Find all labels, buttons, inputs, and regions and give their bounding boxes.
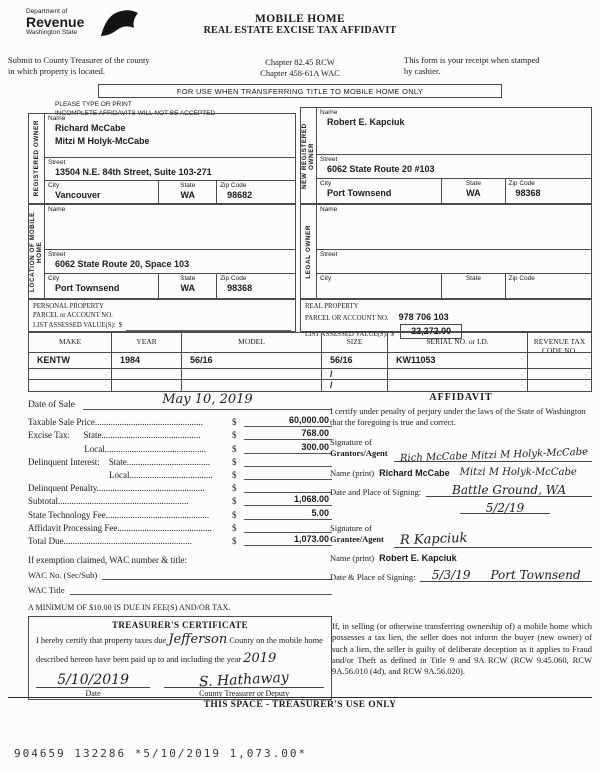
model-value: 56/16 — [181, 353, 321, 368]
fee-row — [28, 427, 332, 440]
table-header-row — [29, 333, 591, 353]
wac-title-label: WAC Title — [28, 584, 65, 595]
name-label: Name — [320, 206, 338, 213]
dollar-sign: $ — [118, 322, 123, 330]
city-label: City — [48, 275, 60, 282]
make-value: KENTW — [37, 355, 70, 365]
cert-text-3: including the year — [180, 654, 242, 664]
real-property-section — [300, 299, 592, 339]
fee-amount: 60,000.00 — [244, 415, 332, 427]
type-or-print-line2: INCOMPLETE AFFIDAVITS WILL NOT BE ACCEPTED — [55, 109, 216, 117]
revenue-tax-code-value — [527, 380, 591, 391]
signature-of-label: Signature of — [330, 437, 372, 448]
dollar-sign: $ — [232, 509, 237, 520]
year-value — [111, 369, 181, 379]
name-label: Name — [48, 115, 66, 122]
personal-property-label-1: PERSONAL PROPERTY — [33, 303, 104, 310]
new-registered-owner-fields — [317, 108, 591, 203]
dor-logo-mark-icon — [98, 8, 140, 40]
chapter-rcw: Chapter 82.45 RCW — [265, 57, 335, 67]
mobile-home-location-city-state-zip — [45, 274, 295, 298]
date-of-sale-label: Date of Sale — [28, 400, 75, 410]
city-cell — [317, 274, 441, 298]
registered-owner-street-value: 13504 N.E. 84th Street, Suite 103-271 — [55, 167, 212, 177]
fee-amount: 300.00 — [244, 442, 332, 454]
fee-row — [28, 480, 332, 493]
revenue-tax-code-value — [527, 369, 591, 379]
sale-and-tax-section — [28, 392, 332, 612]
mobile-home-location-street-field — [45, 250, 295, 274]
size-slash: / — [321, 369, 387, 379]
revenue-tax-code-header: REVENUE TAX CODE NO. — [527, 333, 591, 352]
serial-value: KW11053 — [387, 353, 527, 368]
mobile-home-location-state: WA — [180, 283, 195, 293]
registered-owner-name-2: Mitzi M Holyk-McCabe — [55, 136, 150, 146]
fee-label: Subtotal.......................................................... — [28, 496, 189, 507]
form-title-line2: REAL ESTATE EXCISE TAX AFFIDAVIT — [203, 25, 397, 36]
registered-owner-state: WA — [180, 190, 195, 200]
model-header: MODEL — [181, 333, 321, 352]
new-registered-owner-name: Robert E. Kapciuk — [327, 117, 405, 127]
registered-owner-city-state-zip — [45, 181, 295, 203]
fee-label: Affidavit Processing Fee.......................................... — [28, 522, 212, 533]
new-registered-owner-section — [300, 107, 592, 204]
zip-label: Zip Code — [508, 180, 535, 187]
city-cell — [45, 274, 158, 298]
receipt-note-line1: This form is your receipt when stamped — [404, 55, 540, 65]
personal-property-label-2: PARCEL or ACCOUNT NO. — [33, 312, 113, 320]
tax-lien-notice: If, in selling (or otherwise transferring ownership of) a mobile home which possesses a tax lien, the seller does not inform the buyer (new owner) of such a lien, the seller is guilty of deliberate deception as it applies to Fraud and/or Theft as defined in Title 9 and 9A RCW (RCW 9.45.060, RCW 9A.56.010 (4d), and RCW 9A.56.020). — [332, 621, 592, 677]
registered-owner-section — [28, 113, 296, 204]
form-title-line1: MOBILE HOME — [255, 13, 345, 25]
mobile-home-location-street-value: 6062 State Route 20, Space 103 — [55, 259, 190, 269]
name-print-label: Name (print) — [330, 468, 375, 479]
year-handwriting: 2019 — [243, 650, 277, 666]
date-place-signing-label: Date and Place of Signing: — [330, 487, 422, 498]
new-registered-owner-state: WA — [466, 188, 481, 198]
dollar-sign: $ — [232, 443, 237, 454]
wac-title-row — [28, 585, 332, 595]
new-registered-owner-name-field — [317, 108, 591, 155]
submit-note-line1: Submit to County Treasurer of the county — [8, 55, 150, 65]
state-label: State — [180, 275, 196, 282]
mobile-home-location-side-label: LOCATION OF MOBILE HOME — [29, 211, 44, 292]
grantee-signature-row — [330, 523, 592, 548]
personal-property-section — [28, 299, 296, 332]
name-label: Name — [48, 206, 66, 213]
dor-logo-state-text: Washington State — [26, 29, 78, 36]
personal-property-assessed-row — [33, 321, 291, 330]
real-property-label-2: PARCEL OR ACCOUNT NO. — [305, 315, 389, 323]
fee-row — [28, 467, 332, 480]
affidavit-statement: I certify under penalty of perjury under the laws of the State of Washington that the foregoing is true and correct. — [330, 406, 586, 428]
street-label: Street — [320, 156, 338, 163]
cert-text-1: I hereby certify that property taxes due — [36, 636, 167, 645]
grantee-signing-place: Port Townsend — [490, 568, 581, 583]
dollar-sign: $ — [232, 456, 237, 467]
date-of-sale-line — [83, 393, 332, 410]
date-of-sale-value: May 10, 2019 — [162, 392, 253, 407]
fee-label: Delinquent Interest: State..................................... — [28, 456, 210, 467]
year-header: YEAR — [111, 333, 181, 352]
grantee-signing-row — [330, 568, 592, 582]
treasurer-certificate-text — [36, 631, 324, 669]
dor-logo-revenue-text: Revenue — [26, 14, 85, 30]
dollar-sign: $ — [232, 535, 237, 546]
grantor-signing-date: 5/2/19 — [485, 501, 525, 516]
name-label: Name — [320, 109, 338, 116]
dollar-sign: $ — [390, 331, 395, 339]
wac-number-label: WAC No. (Sec/Sub) — [28, 569, 98, 580]
new-registered-owner-side-label: NEW REGISTERED OWNER — [301, 122, 316, 189]
mobile-home-location-section — [28, 204, 296, 299]
zip-cell — [216, 274, 295, 298]
make-value — [29, 380, 111, 391]
wac-title-blank-line — [70, 585, 332, 595]
fee-label: Excise Tax: State............................................ — [28, 430, 201, 441]
dollar-sign: $ — [232, 430, 237, 441]
zip-cell — [505, 179, 591, 203]
date-of-sale-row — [28, 392, 332, 410]
grantor-signing-row — [330, 483, 592, 497]
state-label: State — [465, 275, 482, 282]
wac-number-blank-line — [102, 570, 332, 580]
dor-logo — [26, 8, 156, 50]
affidavit-title: AFFIDAVIT — [429, 392, 493, 403]
mobile-home-location-city: Port Townsend — [55, 283, 120, 293]
mobile-home-location-zip: 98368 — [227, 283, 253, 293]
real-property-parcel-number: 978 706 103 — [398, 312, 449, 323]
grantee-signature-line — [394, 523, 592, 548]
grantor-name-print-row — [330, 467, 592, 478]
make-header: MAKE — [58, 337, 82, 346]
type-or-print-line1: PLEASE TYPE OR PRINT — [55, 101, 132, 108]
registered-owner-name-field — [45, 114, 295, 158]
grantee-signing-line — [420, 568, 592, 582]
fee-amount — [244, 455, 332, 467]
state-label: State — [180, 182, 196, 189]
grantor-signing-line — [426, 483, 592, 497]
serial-header: SERIAL NO. or I.D. — [387, 333, 527, 352]
grantee-agent-label: Grantee/Agent — [330, 533, 384, 544]
legal-owner-city-state-zip — [317, 274, 591, 298]
signature-of-label: Signature of — [330, 523, 372, 534]
street-label: Street — [48, 251, 66, 258]
fee-row — [28, 506, 332, 519]
grantor-name-handwriting: Mitzi M Holyk-McCabe — [459, 467, 577, 479]
assessed-value-label: LIST ASSESSED VALUE(S): — [305, 331, 388, 339]
cashier-receipt-stamp: 904659 132286 *5/10/2019 1,073.00* — [14, 747, 308, 760]
city-label: City — [320, 275, 332, 282]
state-cell — [158, 274, 216, 298]
assessed-value-label: LIST ASSESSED VALUE(S): — [33, 322, 116, 330]
new-registered-owner-side-strip — [301, 108, 317, 203]
mobile-home-location-side-strip — [29, 205, 45, 298]
submit-note-line2: in which property is located. — [8, 65, 106, 76]
receipt-note-line2: by cashier. — [404, 65, 441, 76]
serial-value — [387, 380, 527, 391]
fee-amount — [244, 521, 332, 533]
registered-owner-street-field — [45, 158, 295, 181]
fee-row — [28, 414, 332, 427]
legal-owner-section — [300, 204, 592, 299]
city-cell — [317, 179, 441, 203]
treasurer-signature-line — [164, 669, 324, 691]
grantor-name-printed: Richard McCabe — [379, 468, 450, 479]
mobile-home-location-fields — [45, 205, 295, 298]
new-registered-owner-city: Port Townsend — [327, 188, 392, 198]
dollar-sign: $ — [232, 417, 237, 428]
mobile-home-location-name-field — [45, 205, 295, 250]
state-cell — [441, 274, 504, 298]
model-value — [181, 369, 321, 379]
fee-amount — [244, 468, 332, 480]
grantee-signing-date: 5/3/19 — [431, 568, 471, 583]
cert-text-2: County on the mobile home described hereon have been paid up to and — [36, 636, 323, 664]
real-property-assessed-value: 22,272.00 — [400, 324, 462, 339]
year-value — [111, 380, 181, 391]
year-value: 1984 — [111, 353, 181, 368]
legal-owner-name-field — [317, 205, 591, 250]
minimum-fee-note: A MINIMUM OF $10.00 IS DUE IN FEE(S) AND/OR TAX. — [28, 602, 231, 612]
registered-owner-side-strip — [29, 114, 45, 203]
receipt-note — [404, 55, 594, 76]
zip-label: Zip Code — [220, 275, 247, 282]
fee-amount: 1,068.00 — [244, 494, 332, 506]
fee-row — [28, 520, 332, 533]
real-property-label-1: REAL PROPERTY — [305, 303, 359, 310]
mobile-home-description-table — [28, 332, 592, 392]
treasurer-sign-row — [36, 671, 324, 698]
assessed-value-blank-line — [126, 322, 291, 331]
table-row — [29, 369, 591, 380]
exemption-intro: If exemption claimed, WAC number & title: — [28, 554, 188, 565]
fee-row — [28, 493, 332, 506]
new-registered-owner-street-value: 6062 State Route 20 #103 — [327, 164, 435, 174]
county-treasurer-label: County Treasurer or Deputy — [199, 688, 290, 698]
size-slash: / — [321, 380, 387, 391]
registered-owner-city: Vancouver — [55, 190, 101, 200]
serial-value — [387, 369, 527, 379]
table-row — [29, 353, 591, 369]
legal-owner-side-label: LEGAL OWNER — [304, 224, 312, 279]
treasurer-signature-handwriting: S. Hathaway — [198, 669, 290, 691]
grantors-agent-label: Grantors/Agent — [330, 447, 388, 458]
treasurer-use-only-bar: THIS SPACE - TREASURER'S USE ONLY — [8, 697, 592, 710]
grantor-signature-row — [330, 437, 592, 465]
city-label: City — [320, 180, 332, 187]
grantor-signing-date-line — [460, 499, 550, 514]
form-title-block — [150, 13, 450, 36]
fee-amount: 1,073.00 — [244, 534, 332, 546]
treasurer-date-handwriting: 5/10/2019 — [57, 671, 129, 688]
grantor-signing-place: Battle Ground, WA — [452, 483, 567, 498]
registered-owner-zip: 98682 — [227, 190, 253, 200]
state-cell — [158, 181, 216, 203]
size-value: 56/16 — [321, 353, 387, 368]
table-row — [29, 380, 591, 391]
date-place-signing-label: Date & Place of Signing: — [330, 572, 416, 583]
chapter-references — [232, 57, 368, 78]
grantor-signature-handwriting: Rich McCabe Mitzi M Holyk-McCabe — [399, 446, 589, 465]
fee-row — [28, 454, 332, 467]
zip-label: Zip Code — [508, 275, 535, 282]
street-label: Street — [320, 251, 338, 258]
dollar-sign: $ — [232, 469, 237, 480]
county-handwriting: Jefferson — [168, 632, 228, 647]
zip-cell — [505, 274, 591, 298]
city-label: City — [48, 182, 60, 189]
transfer-title-banner: FOR USE WHEN TRANSFERRING TITLE TO MOBILE HOME ONLY — [98, 84, 502, 98]
fee-label: Local..................................... — [28, 469, 213, 480]
fee-amount: 5.00 — [244, 508, 332, 520]
fee-row — [28, 533, 332, 546]
new-registered-owner-street-field — [317, 155, 591, 179]
legal-owner-street-field — [317, 250, 591, 274]
zip-cell — [216, 181, 295, 203]
submit-note — [8, 55, 213, 76]
fee-label: Delinquent Penalty................................................ — [28, 483, 205, 494]
fee-label: Taxable Sale Price................................................ — [28, 417, 203, 428]
registered-owner-name-1: Richard McCabe — [55, 123, 126, 133]
grantee-signature-label — [330, 523, 394, 548]
name-print-label: Name (print) — [330, 553, 375, 564]
date-label: Date — [85, 688, 101, 698]
treasurer-certificate-section — [28, 616, 332, 700]
treasurer-signature-column — [164, 671, 324, 698]
model-value — [181, 380, 321, 391]
treasurer-date-column — [36, 671, 150, 698]
make-value — [29, 369, 111, 379]
street-label: Street — [48, 159, 66, 166]
grantee-signature-handwriting: R Kapciuk — [399, 530, 468, 549]
affidavit-section — [330, 392, 592, 582]
dor-logo-dept-text: Department of — [26, 8, 68, 15]
revenue-tax-code-value — [527, 353, 591, 368]
fee-label: Local............................................. — [28, 443, 206, 454]
legal-owner-fields — [317, 205, 591, 298]
chapter-wac: Chapter 458-61A WAC — [260, 67, 340, 78]
fee-amount: 768.00 — [244, 428, 332, 440]
dollar-sign: $ — [232, 483, 237, 494]
grantor-signature-line — [394, 437, 592, 465]
treasurer-certificate-title: TREASURER'S CERTIFICATE — [112, 620, 248, 630]
grantor-signature-label — [330, 437, 394, 462]
size-header: SIZE — [321, 333, 387, 352]
registered-owner-fields — [45, 114, 295, 203]
fee-row — [28, 440, 332, 453]
fee-label: State Technology Fee.............................................. — [28, 509, 210, 520]
legal-owner-side-strip — [301, 205, 317, 298]
zip-label: Zip Code — [220, 182, 247, 189]
fee-amount — [244, 481, 332, 493]
state-cell — [441, 179, 504, 203]
state-label: State — [465, 180, 482, 187]
real-property-parcel-row — [305, 311, 587, 323]
dollar-sign: $ — [232, 496, 237, 507]
fee-label: Total Due......................................................... — [28, 535, 192, 546]
treasurer-date-line — [36, 671, 150, 688]
new-registered-owner-city-state-zip — [317, 179, 591, 203]
dollar-sign: $ — [232, 522, 237, 533]
city-cell — [45, 181, 158, 203]
grantee-name-printed: Robert E. Kapciuk — [379, 553, 457, 564]
wac-number-row — [28, 570, 332, 580]
new-registered-owner-zip: 98368 — [515, 188, 541, 198]
grantee-name-print-row — [330, 553, 592, 563]
registered-owner-side-label: REGISTERED OWNER — [32, 120, 40, 197]
